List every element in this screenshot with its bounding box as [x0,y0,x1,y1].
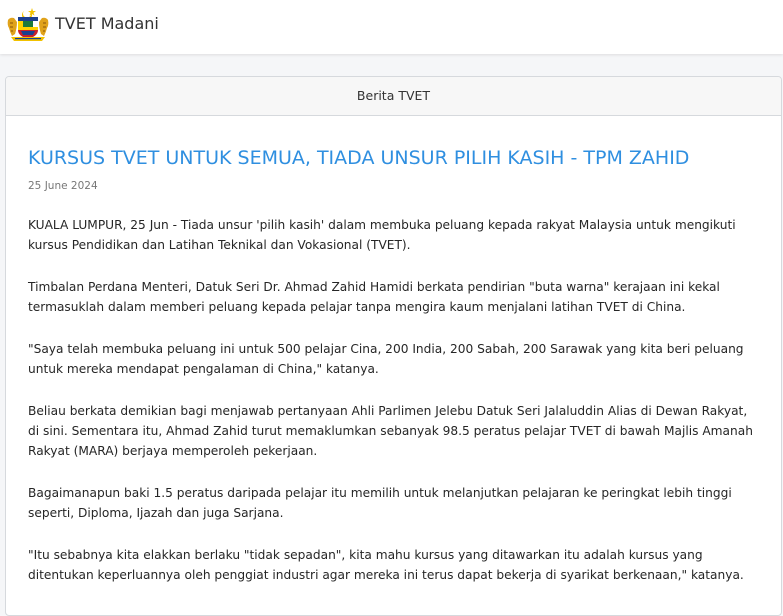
article-paragraph: Bagaimanapun baki 1.5 peratus daripada pelajar itu memilih untuk melanjutkan pelajaran ke peringkat lebih tinggi seperti, Diploma, Ijazah dan juga Sarjana. [28,486,732,520]
article-paragraph: "Itu sebabnya kita elakkan berlaku "tidak sepadan", kita mahu kursus yang ditawarkan itu adalah kursus yang ditentukan keperluannya oleh penggiat industri agar mereka ini terus dapat bekerja di syarikat berkenaan," katanya. [28,548,744,582]
article-body [28,215,759,585]
card-header: Berita TVET [6,77,781,116]
malaysia-coat-of-arms-icon[interactable] [5,6,51,44]
card-body [6,146,781,585]
news-card [5,76,782,616]
top-navbar [0,0,783,54]
site-brand-title[interactable]: TVET Madani [55,14,159,33]
article-paragraph: KUALA LUMPUR, 25 Jun - Tiada unsur 'pilih kasih' dalam membuka peluang kepada rakyat Malaysia untuk mengikuti kursus Pendidikan dan Latihan Teknikal dan Vokasional (TVET). [28,218,736,252]
article-title: KURSUS TVET UNTUK SEMUA, TIADA UNSUR PILIH KASIH - TPM ZAHID [28,147,690,169]
article-date: 25 June 2024 [28,180,98,192]
article-paragraph: "Saya telah membuka peluang ini untuk 500 pelajar Cina, 200 India, 200 Sabah, 200 Sarawak yang kita beri peluang untuk mereka mendapat pengalaman di China," katanya. [28,342,744,376]
article-paragraph: Beliau berkata demikian bagi menjawab pertanyaan Ahli Parlimen Jelebu Datuk Seri Jalaluddin Alias di Dewan Rakyat, di sini. Sementara itu, Ahmad Zahid turut memaklumkan sebanyak 98.5 peratus pelajar TVET di bawah Majlis Amanah Rakyat (MARA) berjaya memperoleh pekerjaan. [28,404,753,458]
article-paragraph: Timbalan Perdana Menteri, Datuk Seri Dr. Ahmad Zahid Hamidi berkata pendirian "buta warna" kerajaan ini kekal termasuklah dalam memberi peluang kepada pelajar tanpa mengira kaum menjalani latihan TVET di China. [28,280,720,314]
